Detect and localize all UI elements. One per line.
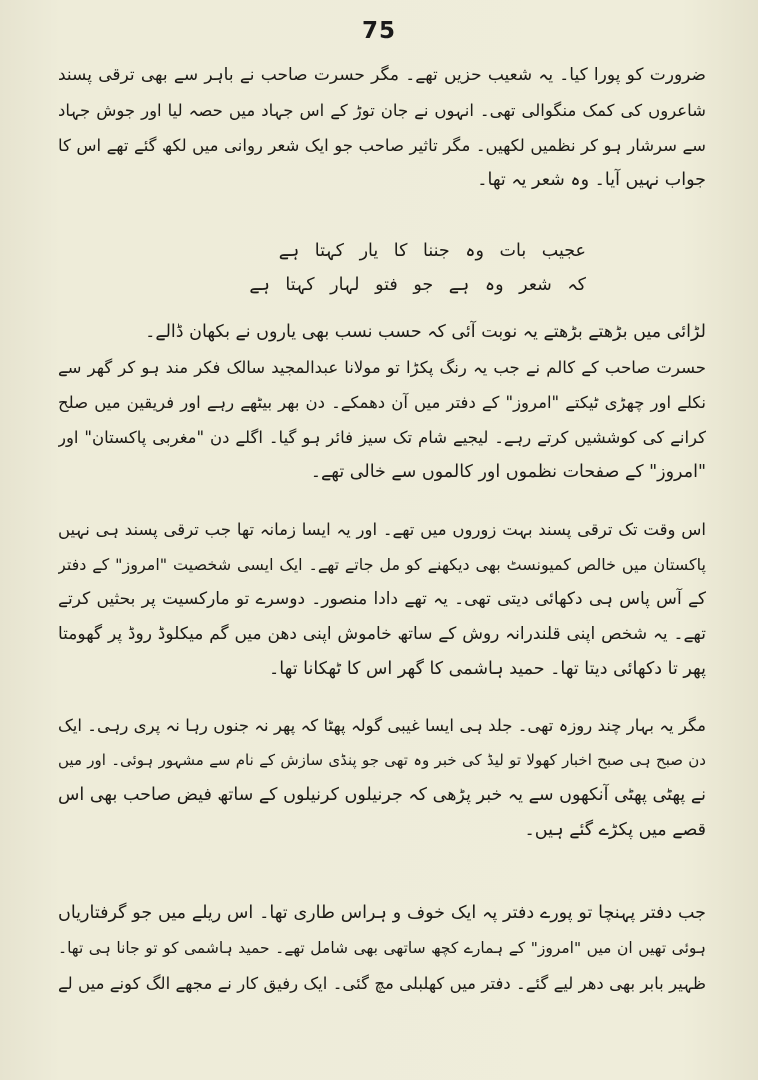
text-line: ظہیر بابر بھی دھر لیے گئے۔ دفتر میں کھلبلی مچ گئی۔ ایک رفیق کار نے مجھے الگ کونے میں لے	[58, 974, 706, 993]
text-line: کرانے کی کوششیں کرتے رہے۔ لیجیے شام تک سیز فائر ہو گیا۔ اگلے دن "مغربی پاکستان" اور	[58, 428, 706, 447]
text-line: لڑائی میں بڑھتے بڑھتے یہ نوبت آئی کہ حسب نسب بھی یاروں نے بکھان ڈالے۔	[145, 322, 706, 342]
page-number: 75	[361, 18, 396, 44]
text-line: نکلے اور چھڑی ٹیکتے "امروز" کے دفتر میں آن دھمکے۔ دن بھر بیٹھے رہے اور فریقین میں صلح	[58, 393, 706, 412]
paragraph-1	[58, 58, 706, 198]
text-line: سے سرشار ہو کر نظمیں لکھیں۔ مگر تاثیر صاحب جو ایک شعر روانی میں لکھ گئے تھے اس کا	[58, 136, 706, 155]
text-line: حسرت صاحب کے کالم نے جب یہ رنگ پکڑا تو مولانا عبدالمجید سالک فکر مند ہو کر گھر سے	[58, 358, 706, 377]
paragraph-3	[58, 512, 706, 687]
text-line: کے آس پاس ہی دکھائی دیتی تھی۔ یہ تھے دادا منصور۔ دوسرے تو مارکسیت پر بحثیں کرتے	[58, 589, 706, 609]
verse-line: کہ شعر وہ ہے جو فتو لہار کہتا ہے	[249, 275, 586, 295]
text-line: پھر تا دکھائی دیتا تھا۔ حمید ہاشمی کا گھر اس کا ٹھکانا تھا۔	[269, 659, 706, 679]
paragraph-4	[58, 708, 706, 848]
text-line: پاکستان میں خالص کمیونسٹ بھی دیکھنے کو مل جاتے تھے۔ ایک ایسی شخصیت "امروز" کے دفتر	[58, 555, 706, 574]
text-line: اس وقت تک ترقی پسند بہت زوروں میں تھے۔ اور یہ ایسا زمانہ تھا جب ترقی پسند ہی نہیں	[58, 520, 706, 539]
paragraph-5	[58, 896, 706, 1001]
text-line: جب دفتر پہنچا تو پورے دفتر پہ ایک خوف و ہراس طاری تھا۔ اس ریلے میں جو گرفتاریاں	[58, 903, 706, 923]
text-line: قصے میں پکڑے گئے ہیں۔	[524, 820, 706, 840]
text-line: جواب نہیں آیا۔ وہ شعر یہ تھا۔	[477, 170, 706, 190]
text-line: شاعروں کی کمک منگوالی تھی۔ انہوں نے جان توڑ کے اس جہاد میں حصہ لیا اور جوش جہاد	[58, 101, 706, 120]
verse-line: عجیب بات وہ جننا کا یار کہتا ہے	[278, 241, 586, 261]
text-line: مگر یہ بہار چند روزہ تھی۔ جلد ہی ایسا غیبی گولہ پھٹا کہ پھر نہ جنوں رہا نہ پری رہی۔ ایک	[58, 716, 706, 735]
text-line: دن صبح ہی صبح اخبار کھولا تو لیڈ کی خبر وہ تھی جو پنڈی سازش کے نام سے مشہور ہوئی۔ اور میں	[58, 751, 706, 769]
text-line: "امروز" کے صفحات نظموں اور کالموں سے خالی تھے۔	[310, 462, 706, 482]
text-line: ضرورت کو پورا کیا۔ یہ شعیب حزیں تھے۔ مگر حسرت صاحب نے باہر سے بھی ترقی پسند	[58, 65, 706, 85]
text-line: نے پھٹی پھٹی آنکھوں سے یہ خبر پڑھی کہ جرنیلوں کرنیلوں کے ساتھ فیض صاحب بھی اس	[58, 785, 706, 805]
text-line: ہوئی تھیں ان میں "امروز" کے ہمارے کچھ ساتھی بھی شامل تھے۔ حمید ہاشمی کو تو جانا ہی تھا۔	[58, 939, 706, 957]
verse-block	[58, 234, 706, 302]
text-line: تھے۔ یہ شخص اپنی قلندرانہ روش کے ساتھ خاموش اپنی دھن میں گم میکلوڈ روڈ پر گھومتا	[58, 624, 706, 644]
paragraph-2	[58, 315, 706, 490]
